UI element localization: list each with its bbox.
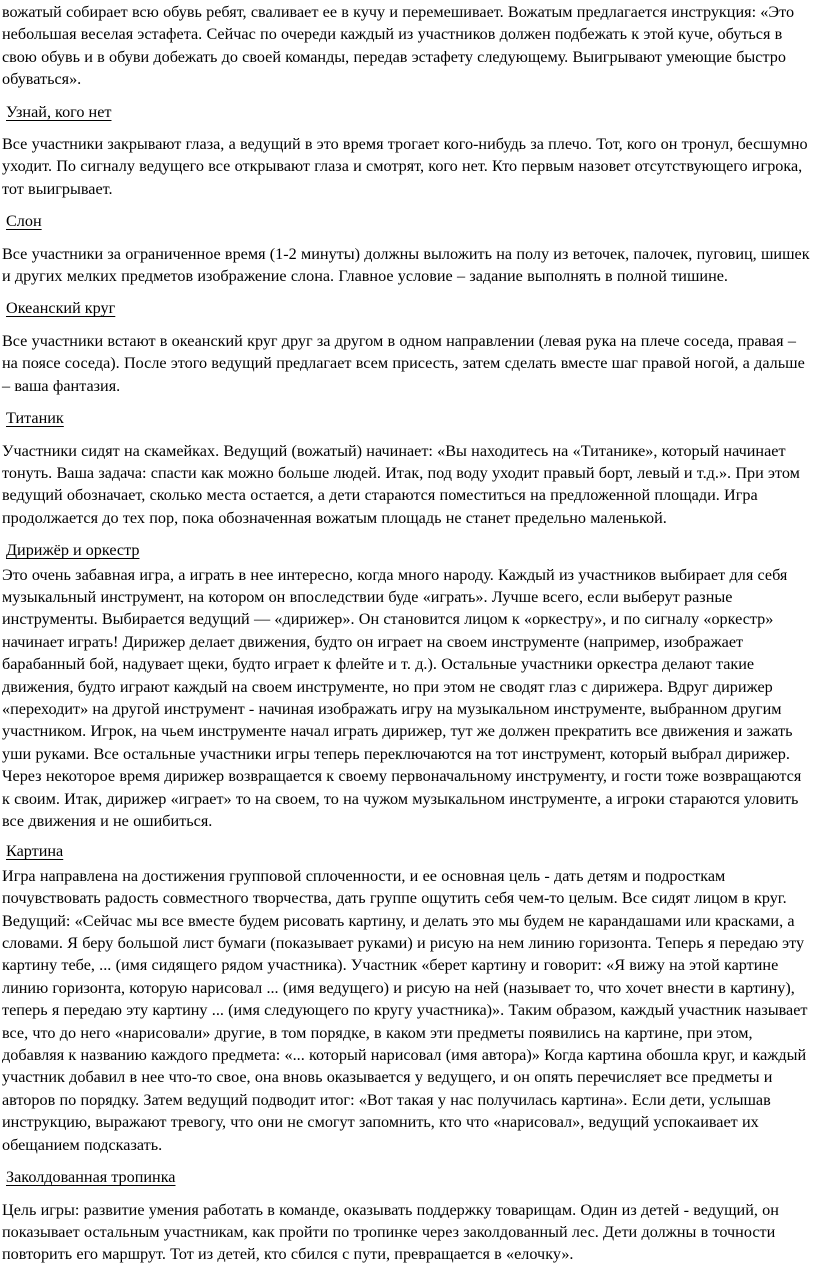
game-text-dirizher: Это очень забавная игра, а играть в нее интересно, когда много народу. Каждый из участников выбирает для себя музыкальный инструмент, на котором он впоследствии буде «играть». Лучше всего, если выберут разные инструменты. Выбирается ведущий — «дирижер». Он становится лицом к «оркестру», и по сигналу «оркестр» начинает играть! Дирижер делает движения, будто он играет на своем инструменте (например, изображает барабанный бой, надувает щеки, будто играет к флейте и т. д.). Остальные участники оркестра делают такие движения, будто играют каждый на своем инструменте, но при этом не сводят глаз с дирижера. Вдруг дирижер «переходит» на другой инструмент - начиная изображать игру на музыкальном инструменте, выбранном другим участником. Игрок, на чьем инструменте начал играть дирижер, тут же должен прекратить все движения и зажать уши руками. Все остальные участники игры теперь переключаются на тот инструмент, который выбрал дирижер. Через некоторое время дирижер возвращается к своему первоначальному инструменту, и гости тоже возвращаются к своим. Итак, дирижер «играет» то на своем, то на чужом музыкальном инструменте, а игроки стараются уловить все движения и не ошибиться. [2, 565, 802, 830]
game-text-uznai: Все участники закрывают глаза, а ведущий в это время трогает кого-нибудь за плечо. Тот, кого он тронул, бесшумно уходит. По сигналу ведущего все открывают глаза и смотрят, кого нет. Кто первым назовет отсутствующего игрока, тот выигрывает. [2, 135, 808, 198]
game-title-slon: Слон [6, 212, 42, 231]
game-text-zakoldovannaya-tropinka: Цель игры: развитие умения работать в команде, оказывать поддержку товарищам. Один из детей - ведущий, он показывает остальным участникам, как пройти по тропинке через заколдованный лес. Дети должны в точности повторить его маршрут. Тот из детей, кто сбился с пути, превращается в «елочку». [2, 1200, 779, 1264]
game-title-zakoldovannaya-tropinka: Заколдованная тропинка [6, 1168, 176, 1187]
game-text-titanik: Участники сидят на скамейках. Ведущий (вожатый) начинает: «Вы находитесь на «Титанике», который начинает тонуть. Ваша задача: спасти как можно больше людей. Итак, под воду уходит правый борт, левый и т.д.». При этом ведущий обозначает, сколько места остается, а дети стараются поместиться на предложенной площади. Игра продолжается до тех пор, пока обозначенная вожатым площадь не станет предельно маленькой. [2, 441, 800, 527]
game-title-uznai: Узнай, кого нет [6, 102, 112, 121]
intro-paragraph: вожатый собирает всю обувь ребят, сваливает ее в кучу и перемешивает. Вожатым предлагается инструкция: «Это небольшая веселая эстафета. Сейчас по очереди каждый из участников должен подбежать к этой куче, обуться в свою обувь и в обуви добежать до своей команды, передав эстафету следующему. Выигрывают умеющие быстро обуваться». [2, 3, 795, 89]
game-title-dirizher: Дирижёр и оркестр [6, 541, 140, 560]
game-title-kartina: Картина [6, 842, 64, 861]
game-text-okeanskii-krug: Все участники встают в океанский круг друг за другом в одном направлении (левая рука на плече соседа, правая – на поясе соседа). После этого ведущий предлагает всем присесть, затем сделать вместе шаг правой ногой, а дальше – ваша фантазия. [2, 331, 805, 395]
game-text-kartina: Игра направлена на достижения групповой сплоченности, и ее основная цель - дать детям и подросткам почувствовать радость совместного творчества, дать группе ощутить себя чем-то целым. Все сидят лицом в круг. Ведущий: «Сейчас мы все вместе будем рисовать картину, и делать это мы будем не карандашами или красками, а словами. Я беру большой лист бумаги (показывает руками) и рисую на нем линию горизонта. Теперь я передаю эту картину тебе, ... (имя сидящего рядом участника). Участник «берет картину и говорит: «Я вижу на этой картине линию горизонта, которую нарисовал ... (имя ведущего) и рисую на ней (называет то, что хочет внести в картину), теперь я передаю эту картину ... (имя следующего по кругу участника)». Таким образом, каждый участник называет все, что до него «нарисовали» другие, в том порядке, в каком эти предметы появились на картине, при этом, добавляя к названию каждого предмета: «... который нарисовал (имя автора)» Когда картина обошла круг, и каждый участник добавил в нее что-то свое, она вновь оказывается у ведущего, и он опять перечисляет все предметы и авторов по порядку. Затем ведущий подводит итог: «Вот такая у нас получилась картина». Если дети, услышав инструкцию, выражают тревогу, что они не смогут запомнить, кто что «нарисовал», ведущий успокаивает их обещанием подсказать. [2, 866, 808, 1154]
game-text-slon: Все участники за ограниченное время (1-2 минуты) должны выложить на полу из веточек, палочек, пуговиц, шишек и других мелких предметов изображение слона. Главное условие – задание выполнять в полной тишине. [2, 244, 810, 286]
game-title-okeanskii-krug: Океанский круг [6, 299, 116, 318]
game-title-titanik: Титаник [6, 409, 64, 428]
